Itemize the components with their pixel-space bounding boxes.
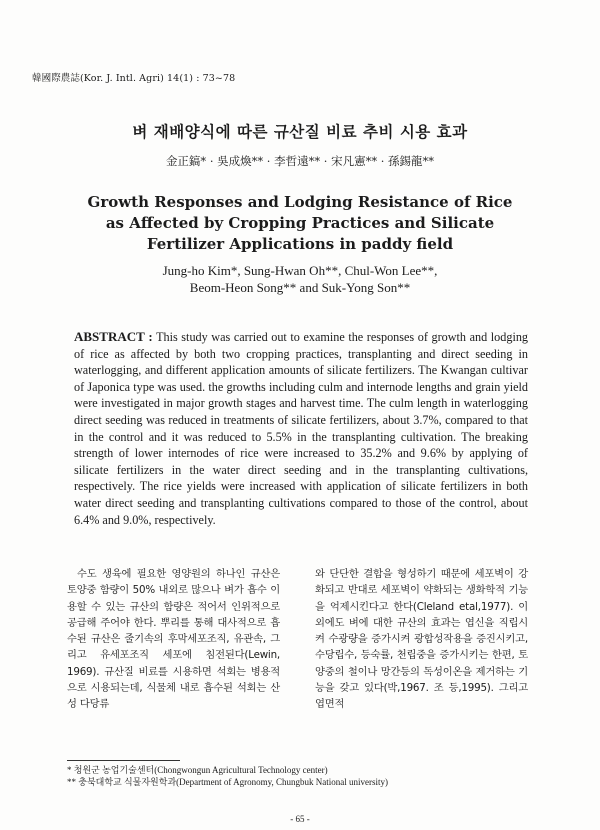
english-authors — [0, 262, 600, 296]
english-title-line: Growth Responses and Lodging Resistance of Rice — [87, 193, 513, 211]
footnote-2: ** 충북대학교 식물자원학과(Department of Agronomy, Chungbuk National university) — [67, 777, 389, 787]
journal-citation: 韓國際農誌(Kor. J. Intl. Agri) 14(1) : 73~78 — [32, 73, 236, 84]
footnote-divider — [67, 760, 180, 761]
english-title — [0, 192, 600, 255]
abstract-label: ABSTRACT : — [74, 329, 153, 344]
body-left-column: 수도 생육에 필요한 영양원의 하나인 규산은 토양중 함량이 50% 내외로 많으나 벼가 흡수 이용할 수 있는 규산의 함량은 적어서 인위적으로 공급해 주어야 한다. 뿌리를 통해 대사적으로 흡수된 규산은 줄기속의 후막세포조직, 유관속, 그리고 유세포조직 세포에 침전된다(Lewin, 1969). 규산질 비료를 시용하면 석회는 병용적으로 시용되는데, 식물체 내로 흡수된 석회는 산성 다당류 — [67, 568, 280, 711]
english-authors-line: Jung-ho Kim*, Sung-Hwan Oh**, Chul-Won Lee**, — [162, 263, 438, 278]
english-title-line: Fertilizer Applications in paddy field — [146, 235, 454, 253]
page-number: - 65 - — [290, 814, 310, 824]
english-title-line: as Affected by Cropping Practices and Silicate — [105, 214, 495, 232]
abstract — [74, 329, 528, 528]
english-authors-line: Beom-Heon Song** and Suk-Yong Son** — [189, 280, 411, 295]
footnotes — [67, 764, 388, 788]
korean-authors: 金正鎬* · 吳成煥** · 李哲遠** · 宋凡憲** · 孫錫龍** — [165, 154, 435, 168]
korean-title: 벼 재배양식에 따른 규산질 비료 추비 시용 효과 — [132, 123, 468, 141]
abstract-text: This study was carried out to examine the responses of growth and lodging of rice as affected by both two cropping practices, transplanting and direct seeding in waterlogging, and different application amounts of silicate fertilizers. The Kwangan cultivar of Japonica type was used. the growths including culm and internode lengths and grain yield were investigated in major growth stages and harvest time. The culm length in waterlogging direct seeding was reduced in treatments of silicate fertilizers, about 3.7%, compared to that in the control and it was reduced to 5.5% in the transplanting cultivation. The breaking strength of lower internodes of rice were increased to 35.2% and 9.6% by applying of silicate fertilizers in the water direct seeding and in the transplanting cultivations, respectively. The rice yields were increased with application of silicate fertilizers in both water direct seeding and transplanting cultivations compared to those of the control, about 6.4% and 9.0%, respectively. — [74, 330, 529, 527]
footnote-1: * 청원군 농업기술센터(Chongwongun Agricultural Technology center) — [67, 765, 328, 775]
body-right-column: 와 단단한 결합을 형성하기 때문에 세포벽이 강화되고 반대로 세포벽이 약화되는 생화학적 기능을 억제시킨다고 한다(Cleland etal,1977). 이 외에도 벼에 대한 규산의 효과는 엽신을 직립시켜 수광량을 증가시켜 광합성작용을 증진시키고, 수당립수, 등숙률, 천립중을 증가시키는 한편, 토양중의 철이나 망간등의 독성이온을 제거하는 기능을 갖고 있다(박,1967. 조 등,1995). 그리고 엽면적 — [315, 568, 528, 711]
